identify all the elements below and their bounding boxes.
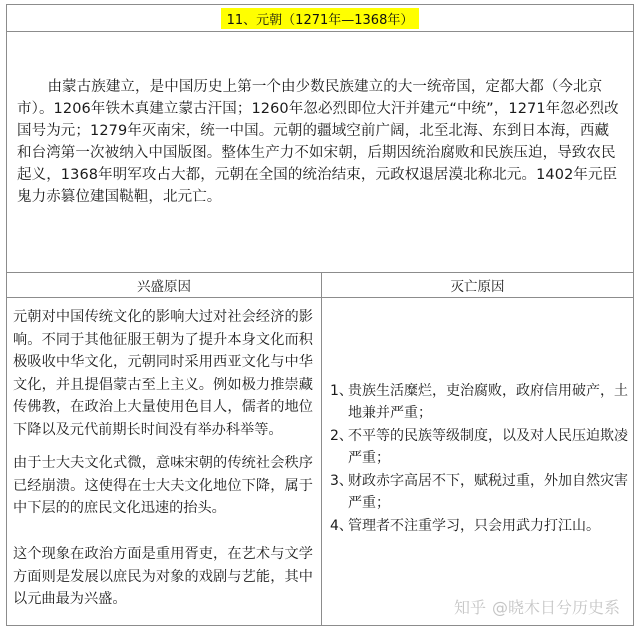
list-item-number: 1、: [330, 383, 353, 399]
list-item-text: 管理者不注重学习，只会用武力打江山。: [348, 518, 600, 534]
list-item: [330, 515, 628, 537]
rise-paragraph: 元朝对中国传统文化的影响大过对社会经济的影响。不同于其他征服王朝为了提升本身文化而积极吸收中华文化，元朝同时采用西亚文化与中华文化，并且提倡蒙古至上主义。例如极力推崇藏传佛教，在政治上大量使用色目人，儒者的地位下降以及元代前期长时间没有举办科举等。: [13, 309, 313, 438]
watermark-author: @晓木日兮历史系: [491, 598, 620, 617]
document-frame: [6, 4, 634, 626]
intro-cell: [7, 32, 633, 273]
header-fall: 灭亡原因: [322, 273, 633, 298]
list-item: [330, 380, 628, 424]
header-rise: 兴盛原因: [7, 273, 322, 298]
intro-text: 由蒙古族建立，是中国历史上第一个由少数民族建立的大一统帝国，定都大都（今北京市）。1206年铁木真建立蒙古汗国；1260年忽必烈即位大汗并建元“中统”，1271年忽必烈改国号为元；1279年灭南宋，统一中国。元朝的疆域空前广阔，北至北海、东到日本海，西藏和台湾第一次被纳入中国版图。整体生产力不如宋朝，后期因统治腐败和民族压迫，导致农民起义，1368年明军攻占大都，元朝在全国的统治结束，元政权退居漠北称北元。1402年元臣鬼力赤篡位建国鞑靼，北元亡。: [17, 79, 619, 205]
watermark: [454, 595, 620, 618]
table: [6, 4, 634, 626]
list-item: [330, 425, 628, 469]
rise-paragraph: 由于士大夫文化式微，意味宋朝的传统社会秩序已经崩溃。这使得在士大夫文化地位下降，属于中下层的的庶民文化迅速的抬头。: [13, 455, 313, 516]
page-title: 11、元朝（1271年—1368年）: [221, 8, 420, 29]
list-item-number: 3、: [330, 473, 353, 489]
list-item-text: 贵族生活糜烂，吏治腐败，政府信用破产，土地兼并严重；: [348, 383, 628, 421]
list-item-text: 不平等的民族等级制度，以及对人民压迫欺凌严重；: [348, 428, 628, 466]
list-item-number: 4、: [330, 518, 353, 534]
title-row: [7, 5, 633, 32]
rise-cell: [7, 298, 322, 625]
rise-paragraph: 这个现象在政治方面是重用胥吏，在艺术与文学方面则是发展以庶民为对象的戏剧与艺能，其中以元曲最为兴盛。: [13, 546, 313, 607]
fall-reasons-list: [330, 380, 628, 538]
list-item: [330, 470, 628, 514]
list-item-number: 2、: [330, 428, 353, 444]
watermark-site: 知乎: [453, 598, 486, 617]
list-item-text: 财政赤字高居不下，赋税过重，外加自然灾害严重；: [348, 473, 628, 511]
fall-cell: [322, 298, 633, 625]
